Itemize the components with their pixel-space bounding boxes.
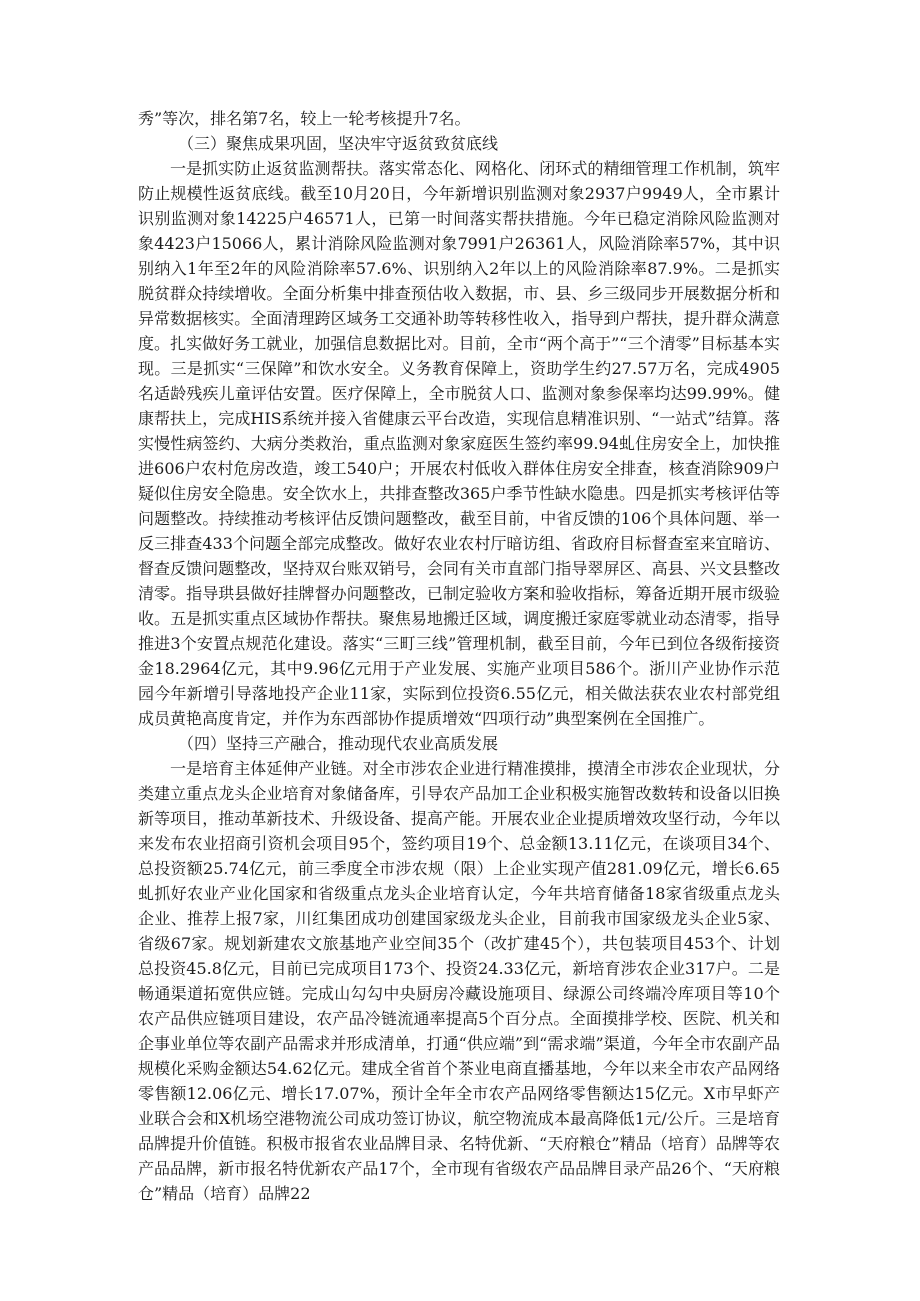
body-paragraph: 一是培育主体延伸产业链。对全市涉农企业进行精准摸排，摸清全市涉农企业现状，分类建立重点龙头企业培育对象储备库，引导农产品加工企业积极实施智改数转和设备以旧换新等项目，推动革新技术、升级设备、提高产能。开展农业企业提质增效攻坚行动，今年以来发布农业招商引资机会项目95个，签约项目19个、总金额13.11亿元，在谈项目34个、总投资额25.74亿元，前三季度全市涉农规（限）上企业实现产值281.09亿元，增长6.65虬抓好农业产业化国家和省级重点龙头企业培育认定，今年共培育储备18家省级重点龙头企业、推荐上报7家，川红集团成功创建国家级龙头企业，目前我市国家级龙头企业5家、省级67家。规划新建农文旅基地产业空间35个（改扩建45个），共包装项目453个、计划总投资45.8亿元，目前已完成项目173个、投资24.33亿元，新培育涉农企业317户。二是畅通渠道拓宽供应链。完成山勾勾中央厨房冷藏设施项目、绿源公司终端冷库项目等10个农产品供应链项目建设，农产品冷链流通率提高5个百分点。全面摸排学校、医院、机关和企事业单位等农副产品需求并形成清单，打通“供应端”到“需求端”渠道，今年全市农副产品规模化采购金额达54.62亿元。建成全省首个茶业电商直播基地，今年以来全市农产品网络零售额12.06亿元、增长17.07%，预计全年全市农产品网络零售额达15亿元。X市早虾产业联合会和X机场空港物流公司成功签订协议，航空物流成本最高降低1元/公斤。三是培育品牌提升价值链。积极市报省农业品牌目录、名特优新、“天府粮仓”精品（培育）品牌等农产品品牌，新市报名特优新农产品17个，全市现有省级农产品品牌目录产品26个、“天府粮仓”精品（培育）品牌22: [138, 759, 780, 1203]
section-heading-3: （三）聚焦成果巩固，坚决牢守返贫致贫底线: [178, 134, 499, 153]
section-heading-4: （四）坚持三产融合，推动现代农业高质发展: [178, 734, 499, 753]
body-paragraph: 一是抓实防止返贫监测帮扶。落实常态化、网格化、闭环式的精细管理工作机制，筑牢防止规模性返贫底线。截至10月20日，今年新增识别监测对象2937户9949人，全市累计识别监测对象14225户46571人，已第一时间落实帮扶措施。今年已稳定消除风险监测对象4423户15066人，累计消除风险监测对象7991户26361人，风险消除率57%，其中识别纳入1年至2年的风险消除率57.6%、识别纳入2年以上的风险消除率87.9%。二是抓实脱贫群众持续增收。全面分析集中排查预估收入数据，市、县、乡三级同步开展数据分析和异常数据核实。全面清理跨区域务工交通补助等转移性收入，指导到户帮扶，提升群众满意度。扎实做好务工就业，加强信息数据比对。目前，全市“两个高于”“三个清零”目标基本实现。三是抓实“三保障”和饮水安全。义务教育保障上，资助学生约27.57万名，完成4905名适龄残疾儿童评估安置。医疗保障上，全市脱贫人口、监测对象参保率均达99.99%。健康帮扶上，完成HIS系统并接入省健康云平台改造，实现信息精准识别、“一站式”结算。落实慢性病签约、大病分类救治，重点监测对象家庭医生签约率99.94虬住房安全上，加快推进606户农村危房改造，竣工540户；开展农村低收入群体住房安全排查，核查消除909户疑似住房安全隐患。安全饮水上，共排查整改365户季节性缺水隐患。四是抓实考核评估等问题整改。持续推动考核评估反馈问题整改，截至目前，中省反馈的106个具体问题、举一反三排查433个问题全部完成整改。做好农业农村厅暗访组、省政府目标督查室来宜暗访、督查反馈问题整改，坚持双台账双销号，会同有关市直部门指导翠屏区、高县、兴文县整改清零。指导珙县做好挂牌督办问题整改，已制定验收方案和验收指标，筹备近期开展市级验收。五是抓实重点区域协作帮扶。聚焦易地搬迁区域，调度搬迁家庭零就业动态清零，指导推进3个安置点规范化建设。落实“三町三线”管理机制，截至目前，今年已到位各级衔接资金18.2964亿元，其中9.96亿元用于产业发展、实施产业项目586个。浙川产业协作示范园今年新增引导落地投产企业11家，实际到位投资6.55亿元，相关做法获农业农村部党组成员黄艳高度肯定，并作为东西部协作提质增效“四项行动”典型案例在全国推广。: [138, 159, 780, 728]
document-body: [138, 106, 780, 1206]
continuation-paragraph: 秀”等次，排名第7名，较上一轮考核提升7名。: [138, 109, 471, 128]
